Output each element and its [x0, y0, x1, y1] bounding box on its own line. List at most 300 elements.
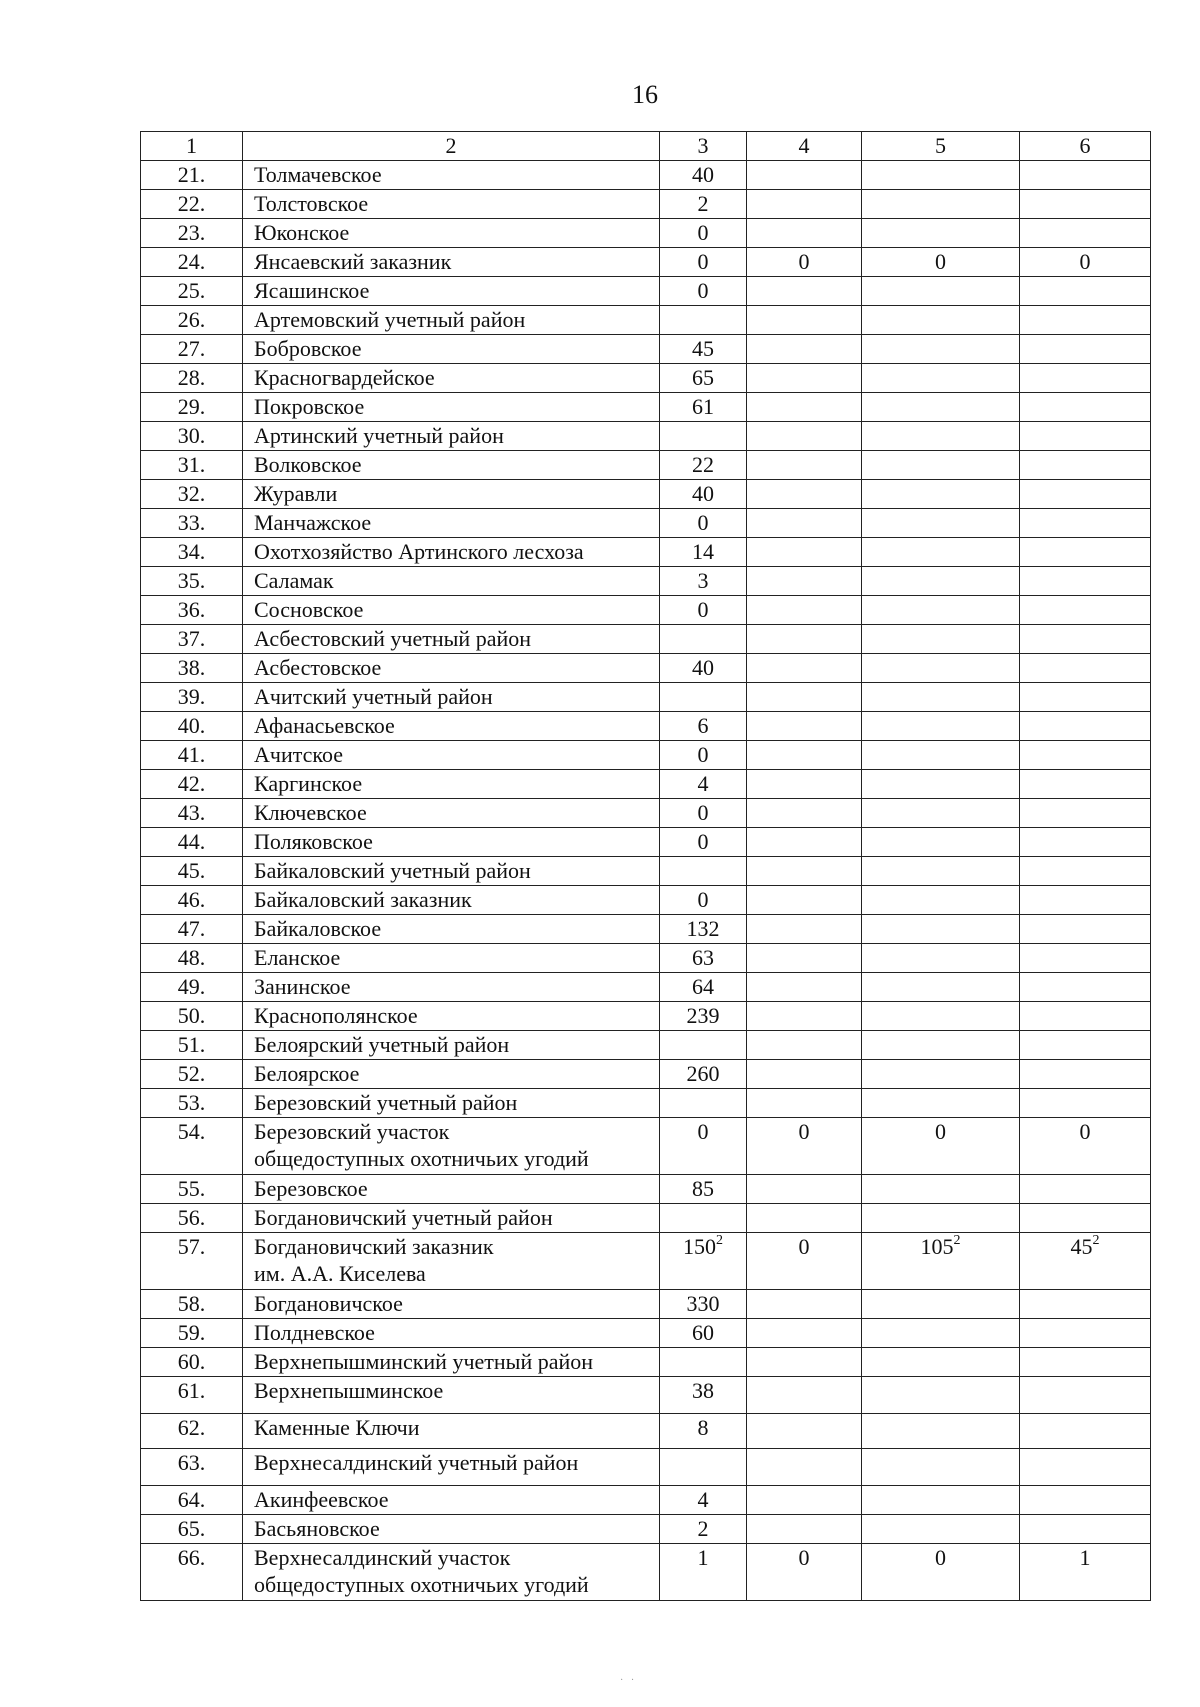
area-name-cell	[243, 944, 660, 973]
value: 61	[692, 394, 714, 419]
area-name-cell	[243, 306, 660, 335]
value-cell-c5	[862, 335, 1020, 364]
value-cell-c6	[1020, 219, 1151, 248]
value-cell-c5	[862, 190, 1020, 219]
value-cell-c3	[660, 567, 747, 596]
value-cell-c6	[1020, 190, 1151, 219]
value: 1	[1079, 1545, 1091, 1570]
value-cell-c4	[747, 1449, 862, 1486]
table-row	[141, 1002, 1151, 1031]
value-cell-c6	[1020, 712, 1151, 741]
value-cell-c6	[1020, 1031, 1151, 1060]
area-name-cell	[243, 1175, 660, 1204]
area-name: Занинское	[254, 974, 351, 999]
value-cell-c6	[1020, 1414, 1151, 1449]
row-number-cell: 60.	[141, 1348, 243, 1377]
area-name: Ачитский учетный район	[254, 684, 493, 709]
area-name-cell	[243, 683, 660, 712]
value-cell-c5	[862, 596, 1020, 625]
value-cell-c3	[660, 364, 747, 393]
table-row	[141, 1544, 1151, 1601]
area-name: Богдановичский заказник	[254, 1234, 494, 1259]
value: 0	[697, 510, 709, 535]
area-name: Богдановичский учетный район	[254, 1205, 553, 1230]
value-cell-c3	[660, 1233, 747, 1290]
column-header: 3	[660, 132, 747, 161]
area-name-cell	[243, 770, 660, 799]
area-name: Полдневское	[254, 1320, 375, 1345]
value-cell-c5	[862, 944, 1020, 973]
value: 6	[697, 713, 709, 738]
area-name-cell	[243, 625, 660, 654]
area-name-cell	[243, 1319, 660, 1348]
area-name: Ачитское	[254, 742, 343, 767]
area-name-cell	[243, 364, 660, 393]
table-row	[141, 248, 1151, 277]
value-cell-c3	[660, 683, 747, 712]
value: 260	[686, 1061, 720, 1086]
row-number-cell: 51.	[141, 1031, 243, 1060]
area-name: Верхнесалдинский участок	[254, 1545, 511, 1570]
area-name-cell	[243, 1089, 660, 1118]
row-number-cell: 24.	[141, 248, 243, 277]
area-name: Охотхозяйство Артинского лесхоза	[254, 539, 584, 564]
value-cell-c5	[862, 567, 1020, 596]
value-cell-c4	[747, 1515, 862, 1544]
footnote-mark: 2	[953, 1232, 961, 1248]
value-cell-c6	[1020, 770, 1151, 799]
value-cell-c5	[862, 393, 1020, 422]
table-row	[141, 857, 1151, 886]
value-cell-c3	[660, 1414, 747, 1449]
area-name: Сосновское	[254, 597, 364, 622]
value-cell-c3	[660, 393, 747, 422]
area-name-line2: общедоступных охотничьих угодий	[254, 1572, 589, 1597]
area-name: Басьяновское	[254, 1516, 380, 1541]
value: 64	[692, 974, 714, 999]
value-cell-c6	[1020, 1377, 1151, 1414]
footnote-mark: 2	[1092, 1232, 1100, 1248]
value-cell-c5	[862, 248, 1020, 277]
row-number-cell: 23.	[141, 219, 243, 248]
value: 45	[1070, 1234, 1093, 1259]
table-row	[141, 538, 1151, 567]
row-number-cell: 59.	[141, 1319, 243, 1348]
page-number: 16	[632, 80, 658, 109]
row-number-cell: 56.	[141, 1204, 243, 1233]
area-name: Богдановичское	[254, 1291, 403, 1316]
value-cell-c4	[747, 1486, 862, 1515]
row-number-cell: 53.	[141, 1089, 243, 1118]
row-number-cell: 39.	[141, 683, 243, 712]
row-number-cell: 61.	[141, 1377, 243, 1414]
value-cell-c3	[660, 1544, 747, 1601]
value-cell-c5	[862, 828, 1020, 857]
value-cell-c4	[747, 1118, 862, 1175]
area-name-cell	[243, 538, 660, 567]
value-cell-c4	[747, 509, 862, 538]
column-header: 6	[1020, 132, 1151, 161]
area-name-cell	[243, 973, 660, 1002]
value-cell-c5	[862, 1449, 1020, 1486]
value-cell-c5	[862, 538, 1020, 567]
area-name: Толмачевское	[254, 162, 382, 187]
value: 132	[686, 916, 720, 941]
table-row	[141, 451, 1151, 480]
value-cell-c5	[862, 1031, 1020, 1060]
value-cell-c3	[660, 509, 747, 538]
column-header: 1	[141, 132, 243, 161]
value-cell-c5	[862, 1486, 1020, 1515]
value-cell-c4	[747, 451, 862, 480]
area-name-cell	[243, 422, 660, 451]
value-cell-c4	[747, 1089, 862, 1118]
row-number-cell: 31.	[141, 451, 243, 480]
area-name: Каргинское	[254, 771, 363, 796]
value: 0	[697, 829, 709, 854]
row-number-cell: 65.	[141, 1515, 243, 1544]
value-cell-c6	[1020, 277, 1151, 306]
area-name: Красногвардейское	[254, 365, 435, 390]
value: 40	[692, 655, 714, 680]
value-cell-c6	[1020, 393, 1151, 422]
area-name-cell	[243, 219, 660, 248]
value-cell-c6	[1020, 1118, 1151, 1175]
value-cell-c3	[660, 712, 747, 741]
table-row	[141, 161, 1151, 190]
value-cell-c5	[862, 422, 1020, 451]
value-cell-c3	[660, 1089, 747, 1118]
value: 0	[798, 1545, 810, 1570]
table-row	[141, 596, 1151, 625]
value-cell-c3	[660, 1377, 747, 1414]
value-cell-c4	[747, 1319, 862, 1348]
table-row	[141, 1060, 1151, 1089]
value-cell-c4	[747, 654, 862, 683]
area-name: Артинский учетный район	[254, 423, 504, 448]
row-number-cell: 62.	[141, 1414, 243, 1449]
value-cell-c6	[1020, 422, 1151, 451]
value: 105	[920, 1234, 954, 1259]
area-name: Янсаевский заказник	[254, 249, 452, 274]
row-number-cell: 33.	[141, 509, 243, 538]
area-name: Ключевское	[254, 800, 367, 825]
value: 0	[697, 249, 709, 274]
area-name: Краснополянское	[254, 1003, 418, 1028]
table-row	[141, 219, 1151, 248]
value: 0	[798, 249, 810, 274]
table-row	[141, 683, 1151, 712]
value: 2	[697, 1516, 709, 1541]
row-number-cell: 45.	[141, 857, 243, 886]
value-cell-c5	[862, 1002, 1020, 1031]
value-cell-c4	[747, 480, 862, 509]
area-name: Белоярский учетный район	[254, 1032, 510, 1057]
table-row	[141, 799, 1151, 828]
value-cell-c6	[1020, 654, 1151, 683]
value-cell-c3	[660, 335, 747, 364]
value: 0	[935, 1545, 946, 1570]
area-name-cell	[243, 161, 660, 190]
area-name: Асбестовское	[254, 655, 382, 680]
area-name: Березовское	[254, 1176, 368, 1201]
table-row	[141, 915, 1151, 944]
value-cell-c3	[660, 944, 747, 973]
value-cell-c4	[747, 1233, 862, 1290]
value: 85	[692, 1176, 714, 1201]
area-name: Березовский участок	[254, 1119, 450, 1144]
value: 0	[697, 597, 709, 622]
value: 3	[697, 568, 709, 593]
value-cell-c6	[1020, 1486, 1151, 1515]
value-cell-c5	[862, 1414, 1020, 1449]
value-cell-c5	[862, 1118, 1020, 1175]
table-row	[141, 654, 1151, 683]
value-cell-c5	[862, 654, 1020, 683]
value-cell-c5	[862, 741, 1020, 770]
value-cell-c3	[660, 770, 747, 799]
value-cell-c5	[862, 683, 1020, 712]
row-number-cell: 64.	[141, 1486, 243, 1515]
area-name-cell	[243, 886, 660, 915]
value-cell-c3	[660, 915, 747, 944]
row-number-cell: 28.	[141, 364, 243, 393]
value-cell-c5	[862, 1377, 1020, 1414]
value-cell-c3	[660, 654, 747, 683]
table-row	[141, 480, 1151, 509]
area-name-cell	[243, 857, 660, 886]
area-name: Асбестовский учетный район	[254, 626, 532, 651]
value-cell-c4	[747, 190, 862, 219]
table-row	[141, 335, 1151, 364]
table-row	[141, 1233, 1151, 1290]
value-cell-c4	[747, 683, 862, 712]
value-cell-c5	[862, 451, 1020, 480]
row-number-cell: 46.	[141, 886, 243, 915]
value: 0	[1079, 1119, 1091, 1144]
value: 0	[697, 1119, 709, 1144]
table-row	[141, 1089, 1151, 1118]
area-name-cell	[243, 596, 660, 625]
value-cell-c3	[660, 886, 747, 915]
value: 40	[692, 481, 714, 506]
value-cell-c5	[862, 1233, 1020, 1290]
value-cell-c3	[660, 1175, 747, 1204]
area-name: Верхнепышминский учетный район	[254, 1349, 594, 1374]
row-number-cell: 43.	[141, 799, 243, 828]
value-cell-c3	[660, 1031, 747, 1060]
value-cell-c6	[1020, 625, 1151, 654]
value-cell-c6	[1020, 306, 1151, 335]
table-row	[141, 567, 1151, 596]
value-cell-c5	[862, 509, 1020, 538]
area-name: Юконское	[254, 220, 350, 245]
area-name-cell	[243, 1348, 660, 1377]
area-name-cell	[243, 1031, 660, 1060]
area-name: Байкаловский заказник	[254, 887, 472, 912]
area-name-cell	[243, 1118, 660, 1175]
value-cell-c3	[660, 857, 747, 886]
value: 0	[798, 1119, 810, 1144]
value-cell-c5	[862, 219, 1020, 248]
area-name: Белоярское	[254, 1061, 360, 1086]
value-cell-c4	[747, 1031, 862, 1060]
area-name-cell	[243, 1060, 660, 1089]
value-cell-c4	[747, 857, 862, 886]
table-row	[141, 1319, 1151, 1348]
value-cell-c6	[1020, 364, 1151, 393]
row-number-cell: 47.	[141, 915, 243, 944]
value-cell-c3	[660, 538, 747, 567]
value: 0	[697, 800, 709, 825]
area-name-cell	[243, 1204, 660, 1233]
value-cell-c4	[747, 364, 862, 393]
table-row	[141, 422, 1151, 451]
value-cell-c3	[660, 219, 747, 248]
value: 0	[935, 1119, 946, 1144]
column-header: 5	[862, 132, 1020, 161]
value-cell-c4	[747, 1290, 862, 1319]
value-cell-c6	[1020, 596, 1151, 625]
value: 4	[697, 771, 709, 796]
area-name: Манчажское	[254, 510, 372, 535]
value-cell-c6	[1020, 915, 1151, 944]
table-row	[141, 364, 1151, 393]
value-cell-c3	[660, 422, 747, 451]
table-row	[141, 393, 1151, 422]
area-name-cell	[243, 1515, 660, 1544]
value-cell-c4	[747, 422, 862, 451]
row-number-cell: 27.	[141, 335, 243, 364]
value-cell-c3	[660, 248, 747, 277]
value-cell-c3	[660, 1486, 747, 1515]
value-cell-c3	[660, 596, 747, 625]
area-name-cell	[243, 741, 660, 770]
value-cell-c4	[747, 1544, 862, 1601]
value: 60	[692, 1320, 714, 1345]
area-name-cell	[243, 277, 660, 306]
value-cell-c6	[1020, 973, 1151, 1002]
area-name-cell	[243, 480, 660, 509]
row-number-cell: 36.	[141, 596, 243, 625]
table-row	[141, 1290, 1151, 1319]
value-cell-c4	[747, 596, 862, 625]
area-name: Покровское	[254, 394, 365, 419]
value-cell-c5	[862, 277, 1020, 306]
value-cell-c4	[747, 1414, 862, 1449]
value-cell-c3	[660, 1290, 747, 1319]
value-cell-c6	[1020, 799, 1151, 828]
row-number-cell: 52.	[141, 1060, 243, 1089]
value: 38	[692, 1378, 714, 1403]
area-name-cell	[243, 335, 660, 364]
value-cell-c5	[862, 1175, 1020, 1204]
value-cell-c6	[1020, 451, 1151, 480]
row-number-cell: 35.	[141, 567, 243, 596]
area-name-cell	[243, 1377, 660, 1414]
row-number-cell: 29.	[141, 393, 243, 422]
value-cell-c4	[747, 712, 862, 741]
value-cell-c4	[747, 306, 862, 335]
area-name-line2: им. А.А. Киселева	[254, 1261, 426, 1286]
value-cell-c5	[862, 1089, 1020, 1118]
area-name-cell	[243, 799, 660, 828]
value-cell-c3	[660, 451, 747, 480]
value-cell-c4	[747, 1002, 862, 1031]
area-name-cell	[243, 451, 660, 480]
value-cell-c5	[862, 161, 1020, 190]
value-cell-c3	[660, 625, 747, 654]
value: 150	[683, 1234, 716, 1259]
value-cell-c6	[1020, 1060, 1151, 1089]
value-cell-c3	[660, 161, 747, 190]
value-cell-c6	[1020, 944, 1151, 973]
value-cell-c5	[862, 480, 1020, 509]
area-name: Бобровское	[254, 336, 362, 361]
value-cell-c4	[747, 393, 862, 422]
value: 0	[935, 249, 946, 274]
area-name-cell	[243, 393, 660, 422]
value-cell-c5	[862, 625, 1020, 654]
table-row	[141, 1348, 1151, 1377]
area-name: Поляковское	[254, 829, 373, 854]
value-cell-c3	[660, 1319, 747, 1348]
value-cell-c4	[747, 915, 862, 944]
value-cell-c6	[1020, 480, 1151, 509]
area-name: Каменные Ключи	[254, 1415, 420, 1440]
area-name-cell	[243, 1544, 660, 1601]
value-cell-c3	[660, 306, 747, 335]
area-name-cell	[243, 509, 660, 538]
area-name-cell	[243, 828, 660, 857]
table-row	[141, 770, 1151, 799]
value-cell-c5	[862, 886, 1020, 915]
value-cell-c4	[747, 335, 862, 364]
value-cell-c3	[660, 799, 747, 828]
area-name-cell	[243, 248, 660, 277]
value-cell-c3	[660, 190, 747, 219]
value-cell-c6	[1020, 335, 1151, 364]
value: 0	[798, 1234, 810, 1259]
row-number-cell: 58.	[141, 1290, 243, 1319]
value-cell-c6	[1020, 1002, 1151, 1031]
area-name: Верхнесалдинский учетный район	[254, 1450, 579, 1475]
row-number-cell: 55.	[141, 1175, 243, 1204]
table-row	[141, 277, 1151, 306]
row-number-cell: 48.	[141, 944, 243, 973]
table-row	[141, 973, 1151, 1002]
table-row	[141, 509, 1151, 538]
value: 0	[697, 742, 709, 767]
value-cell-c5	[862, 364, 1020, 393]
value-cell-c4	[747, 770, 862, 799]
table-row	[141, 1515, 1151, 1544]
value: 330	[686, 1291, 720, 1316]
row-number-cell: 54.	[141, 1118, 243, 1175]
value-cell-c4	[747, 828, 862, 857]
row-number-cell: 40.	[141, 712, 243, 741]
value: 40	[692, 162, 714, 187]
value: 65	[692, 365, 714, 390]
value-cell-c6	[1020, 538, 1151, 567]
area-name-cell	[243, 1414, 660, 1449]
table-row	[141, 1449, 1151, 1486]
scan-speck: · ·	[620, 1675, 635, 1686]
value-cell-c3	[660, 1204, 747, 1233]
column-header: 4	[747, 132, 862, 161]
value: 63	[692, 945, 714, 970]
value: 0	[1079, 249, 1091, 274]
